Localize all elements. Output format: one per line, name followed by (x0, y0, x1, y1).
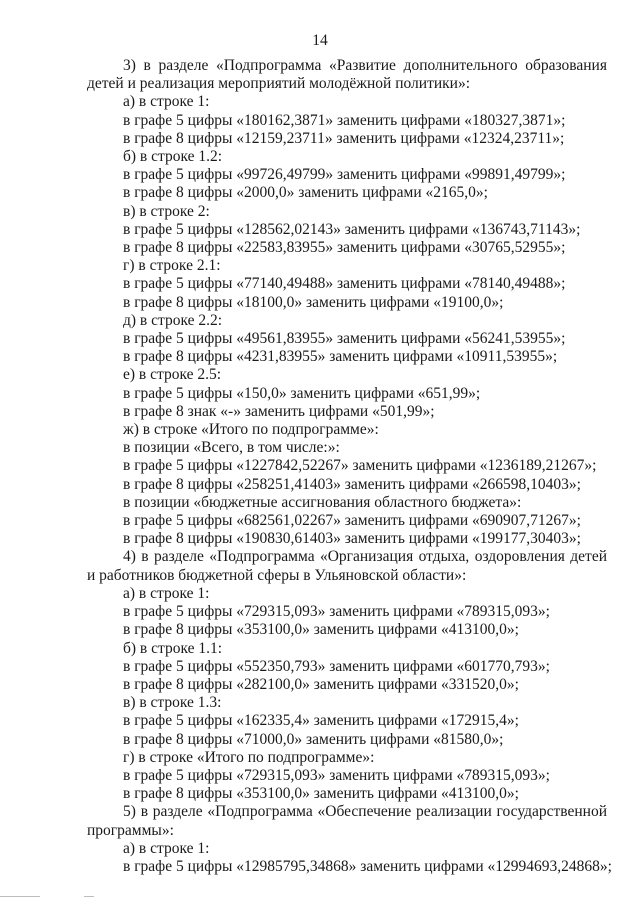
page-number: 14 (312, 32, 328, 49)
text-line: в графе 8 цифры «22583,83955» заменить цифрами «30765,52955»; (123, 239, 566, 257)
text-line: в графе 5 цифры «77140,49488» заменить цифрами «78140,49488»; (123, 275, 566, 293)
text-line: в графе 5 цифры «150,0» заменить цифрами «651,99»; (123, 384, 481, 402)
text-line: в графе 8 цифры «4231,83955» заменить цифрами «10911,53955»; (123, 348, 558, 366)
text-line: 5) в разделе «Подпрограмма «Обеспечение реализации государственной (123, 803, 607, 821)
text-line: в графе 8 цифры «71000,0» заменить цифрами «81580,0»; (123, 730, 504, 748)
text-line: в графе 5 цифры «682561,02267» заменить цифрами «690907,71267»; (123, 512, 581, 530)
text-line: б) в строке 1.1: (123, 639, 223, 657)
text-line: а) в строке 1: (123, 93, 210, 111)
text-line: в графе 5 цифры «552350,793» заменить цифрами «601770,793»; (123, 657, 550, 675)
text-line: в графе 5 цифры «162335,4» заменить цифрами «172915,4»; (123, 712, 519, 730)
text-line: в графе 8 цифры «2000,0» заменить цифрами «2165,0»; (123, 184, 488, 202)
text-line: 3) в разделе «Подпрограмма «Развитие дополнительного образования (123, 57, 607, 74)
text-line: в графе 5 цифры «49561,83955» заменить цифрами «56241,53955»; (123, 330, 566, 348)
text-line: программы»: (87, 821, 174, 839)
text-line: в) в строке 1.3: (123, 694, 222, 712)
text-line: в графе 5 цифры «729315,093» заменить цифрами «789315,093»; (123, 603, 550, 621)
text-line: в графе 8 знак «-» заменить цифрами «501,99»; (123, 402, 435, 420)
text-line: 4) в разделе «Подпрограмма «Организация отдыха, оздоровления детей (123, 548, 607, 566)
text-line: в позиции «Всего, в том числе:»: (123, 439, 340, 457)
text-line: ж) в строке «Итого по подпрограмме»: (123, 421, 379, 439)
text-line: г) в строке 2.1: (123, 257, 221, 275)
text-line: детей и реализация мероприятий молодёжной политики»: (87, 75, 471, 93)
text-line: в графе 5 цифры «1227842,52267» заменить цифрами «1236189,21267»; (123, 457, 597, 475)
text-line: в графе 8 цифры «18100,0» заменить цифрами «19100,0»; (123, 293, 504, 311)
text-line: в графе 8 цифры «190830,61403» заменить цифрами «199177,30403»; (123, 530, 581, 548)
document-body (87, 57, 612, 876)
text-line: в графе 8 цифры «12159,23711» заменить цифрами «12324,23711»; (123, 129, 565, 147)
text-line: г) в строке «Итого по подпрограмме»: (123, 748, 375, 766)
scan-edge-mark (0, 896, 40, 897)
text-line: е) в строке 2.5: (123, 366, 222, 384)
text-line: в позиции «бюджетные ассигнования областного бюджета»: (123, 493, 522, 511)
text-line: в графе 5 цифры «729315,093» заменить цифрами «789315,093»; (123, 766, 550, 784)
scan-edge-mark (84, 896, 94, 897)
text-line: в) в строке 2: (123, 202, 210, 220)
text-line: в графе 8 цифры «282100,0» заменить цифрами «331520,0»; (123, 675, 519, 693)
text-line: в графе 5 цифры «128562,02143» заменить цифрами «136743,71143»; (123, 220, 581, 238)
text-line: а) в строке 1: (123, 584, 210, 602)
text-line: в графе 5 цифры «180162,3871» заменить цифрами «180327,3871»; (123, 111, 566, 129)
text-line: в графе 8 цифры «258251,41403» заменить цифрами «266598,10403»; (123, 475, 581, 493)
text-line: в графе 8 цифры «353100,0» заменить цифрами «413100,0»; (123, 785, 519, 803)
text-line: в графе 5 цифры «99726,49799» заменить цифрами «99891,49799»; (123, 166, 566, 184)
text-line: в графе 8 цифры «353100,0» заменить цифрами «413100,0»; (123, 621, 519, 639)
text-line: б) в строке 1.2: (123, 148, 223, 166)
text-line: д) в строке 2.2: (123, 311, 223, 329)
text-line: а) в строке 1: (123, 839, 210, 857)
text-line: и работников бюджетной сферы в Ульяновской области»: (87, 566, 467, 584)
text-line: в графе 5 цифры «12985795,34868» заменить цифрами «12994693,24868»; (123, 857, 612, 875)
